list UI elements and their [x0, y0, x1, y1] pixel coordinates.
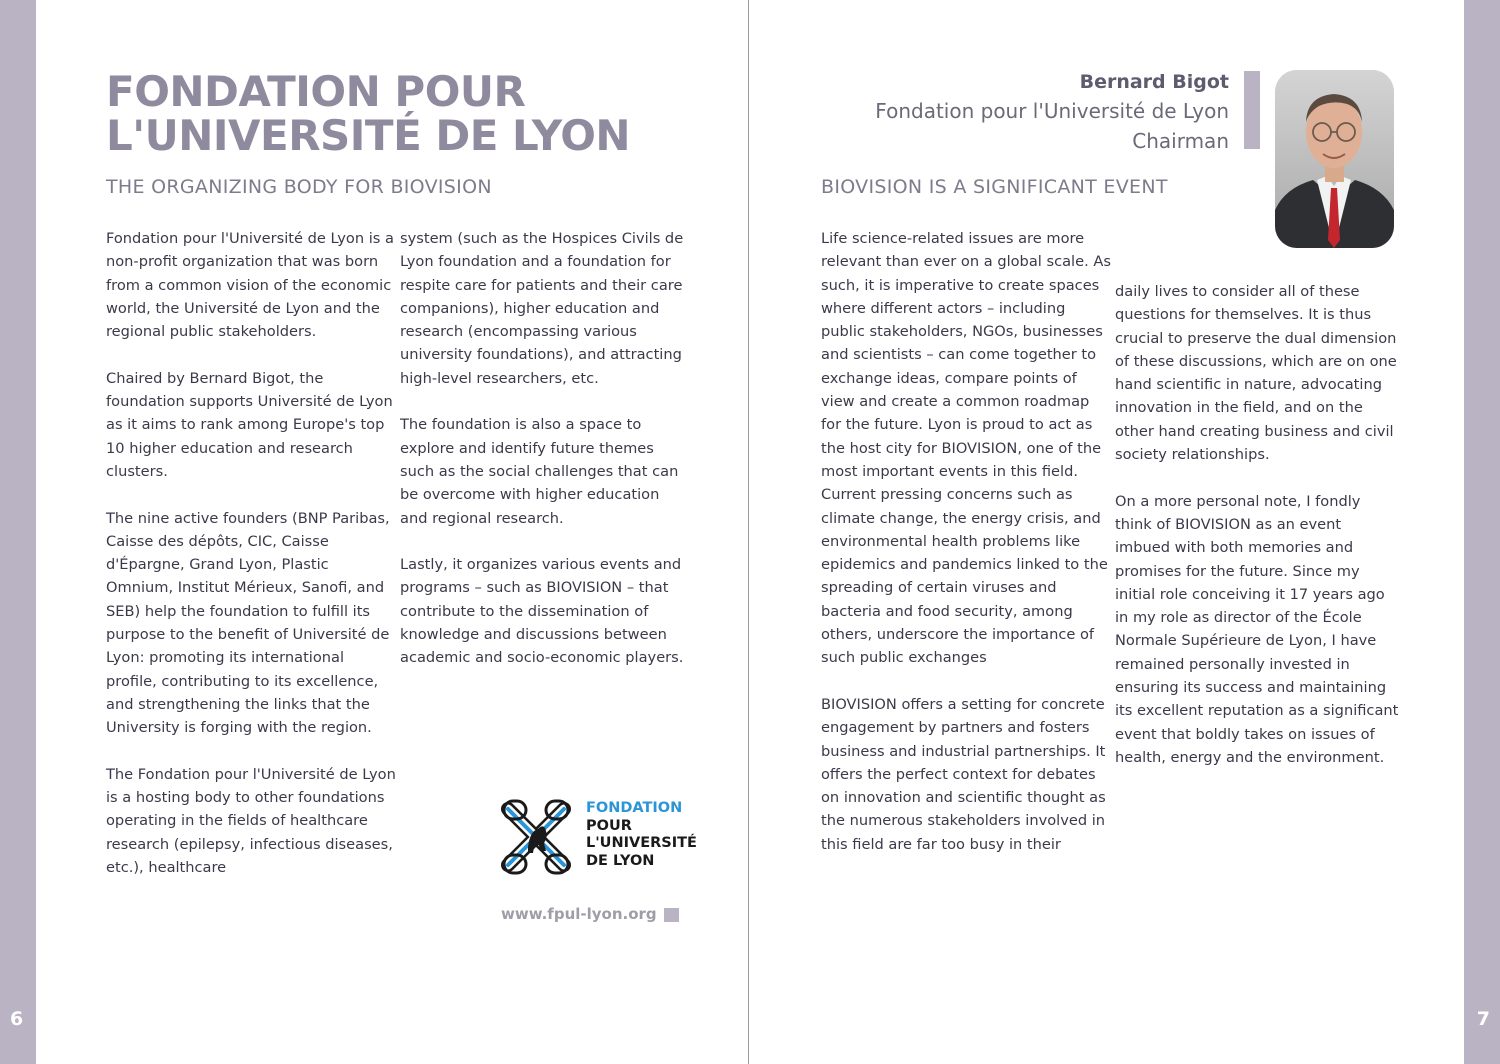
paragraph: Fondation pour l'Université de Lyon is a non-profit organization that was born from a common vision of the economic world, the Université de Lyon and the regional public stakeholders. — [106, 230, 394, 341]
paragraph: system (such as the Hospices Civils de Lyon foundation and a foundation for respite care for patients and their care companions), higher education and research (encompassing various university foundations), and attracting high-level researchers, etc. — [400, 230, 684, 387]
page-number-right: 7 — [1476, 1008, 1490, 1030]
logo-line-2: POUR — [586, 817, 632, 834]
paragraph: daily lives to consider all of these questions for themselves. It is thus crucial to preserve the dual dimension of these discussions, which are on one hand scientific in nature, advocating innovation in the field, and on the other hand creating business and civil society relationships. — [1115, 283, 1397, 464]
speaker-name: Bernard Bigot — [1079, 71, 1229, 93]
title-line-2: L'UNIVERSITÉ DE LYON — [106, 111, 631, 160]
website-link[interactable]: www.fpul-lyon.org — [501, 905, 657, 923]
paragraph: BIOVISION offers a setting for concrete engagement by partners and fosters business and industrial partnerships. It offers the perfect context for debates on innovation and scientific thought as the numerous stakeholders involved in this field are far too busy in their — [821, 695, 1106, 853]
left-column-1 — [106, 227, 396, 879]
right-subheading: BIOVISION IS A SIGNIFICANT EVENT — [821, 176, 1168, 198]
right-column-1 — [821, 227, 1111, 856]
page-spine-divider — [748, 0, 749, 1064]
page-number-left: 6 — [10, 1008, 24, 1030]
left-page-edge — [0, 0, 36, 1064]
logo-line-3: L'UNIVERSITÉ — [586, 835, 697, 851]
speaker-accent-bar — [1244, 71, 1260, 149]
title-line-1: FONDATION POUR — [106, 67, 526, 116]
speaker-portrait-image — [1275, 70, 1394, 248]
page-title — [106, 67, 631, 160]
paragraph: Life science-related issues are more relevant than ever on a global scale. As such, it is imperative to create spaces where different actors – including public stakeholders, NGOs, businesses and scientists – can come together to exchange ideas, compare points of view and create a common roadmap for the future. Lyon is proud to act as the host city for BIOVISION, one of the most important events in this field. Current pressing concerns such as climate change, the energy crisis, and environmental health problems like epidemics and pandemics linked to the spreading of certain viruses and bacteria and food security, among others, underscore the importance of such public exchanges — [821, 230, 1111, 667]
speaker-role: Chairman — [1132, 129, 1229, 153]
decorative-square — [664, 908, 679, 922]
left-subheading: THE ORGANIZING BODY FOR BIOVISION — [106, 176, 492, 198]
paragraph: On a more personal note, I fondly think of BIOVISION as an event imbued with both memories and promises for the future. Since my initial role conceiving it 17 years ago in my role as director of the École Normale Supérieure de Lyon, I have remained personally invested in ensuring its success and maintaining its excellent reputation as a significant event that boldly takes on issues of health, energy and the environment. — [1115, 492, 1399, 766]
speaker-block — [875, 68, 1229, 156]
logo-line-4: DE LYON — [586, 852, 655, 869]
speaker-organization: Fondation pour l'Université de Lyon — [875, 99, 1229, 123]
paragraph: The foundation is also a space to explore and identify future themes such as the social challenges that can be overcome with higher education and regional research. — [400, 416, 679, 527]
paragraph: Chaired by Bernard Bigot, the foundation supports Université de Lyon as it aims to rank among Europe's top 10 higher education and research clusters. — [106, 369, 393, 480]
paragraph: The nine active founders (BNP Paribas, Caisse des dépôts, CIC, Caisse d'Épargne, Grand Lyon, Plastic Omnium, Institut Mérieux, Sanofi, and SEB) help the foundation to fulfill its purpose to the benefit of Université de Lyon: promoting its international profile, contributing to its excellence, and strengthening the links that the University is forging with the region. — [106, 509, 390, 737]
portrait-illustration-icon — [1275, 70, 1394, 248]
left-column-2 — [400, 227, 690, 670]
paragraph: The Fondation pour l'Université de Lyon is a hosting body to other foundations operating in the fields of healthcare research (epilepsy, infectious diseases, etc.), healthcare — [106, 765, 396, 877]
right-page-edge — [1464, 0, 1500, 1064]
logo-line-1: FONDATION — [586, 800, 683, 816]
right-column-2 — [1115, 280, 1399, 769]
logo-wordmark — [586, 800, 697, 870]
paragraph: Lastly, it organizes various events and programs – such as BIOVISION – that contribute to the dissemination of knowledge and discussions between academic and socio-economic players. — [400, 556, 684, 667]
